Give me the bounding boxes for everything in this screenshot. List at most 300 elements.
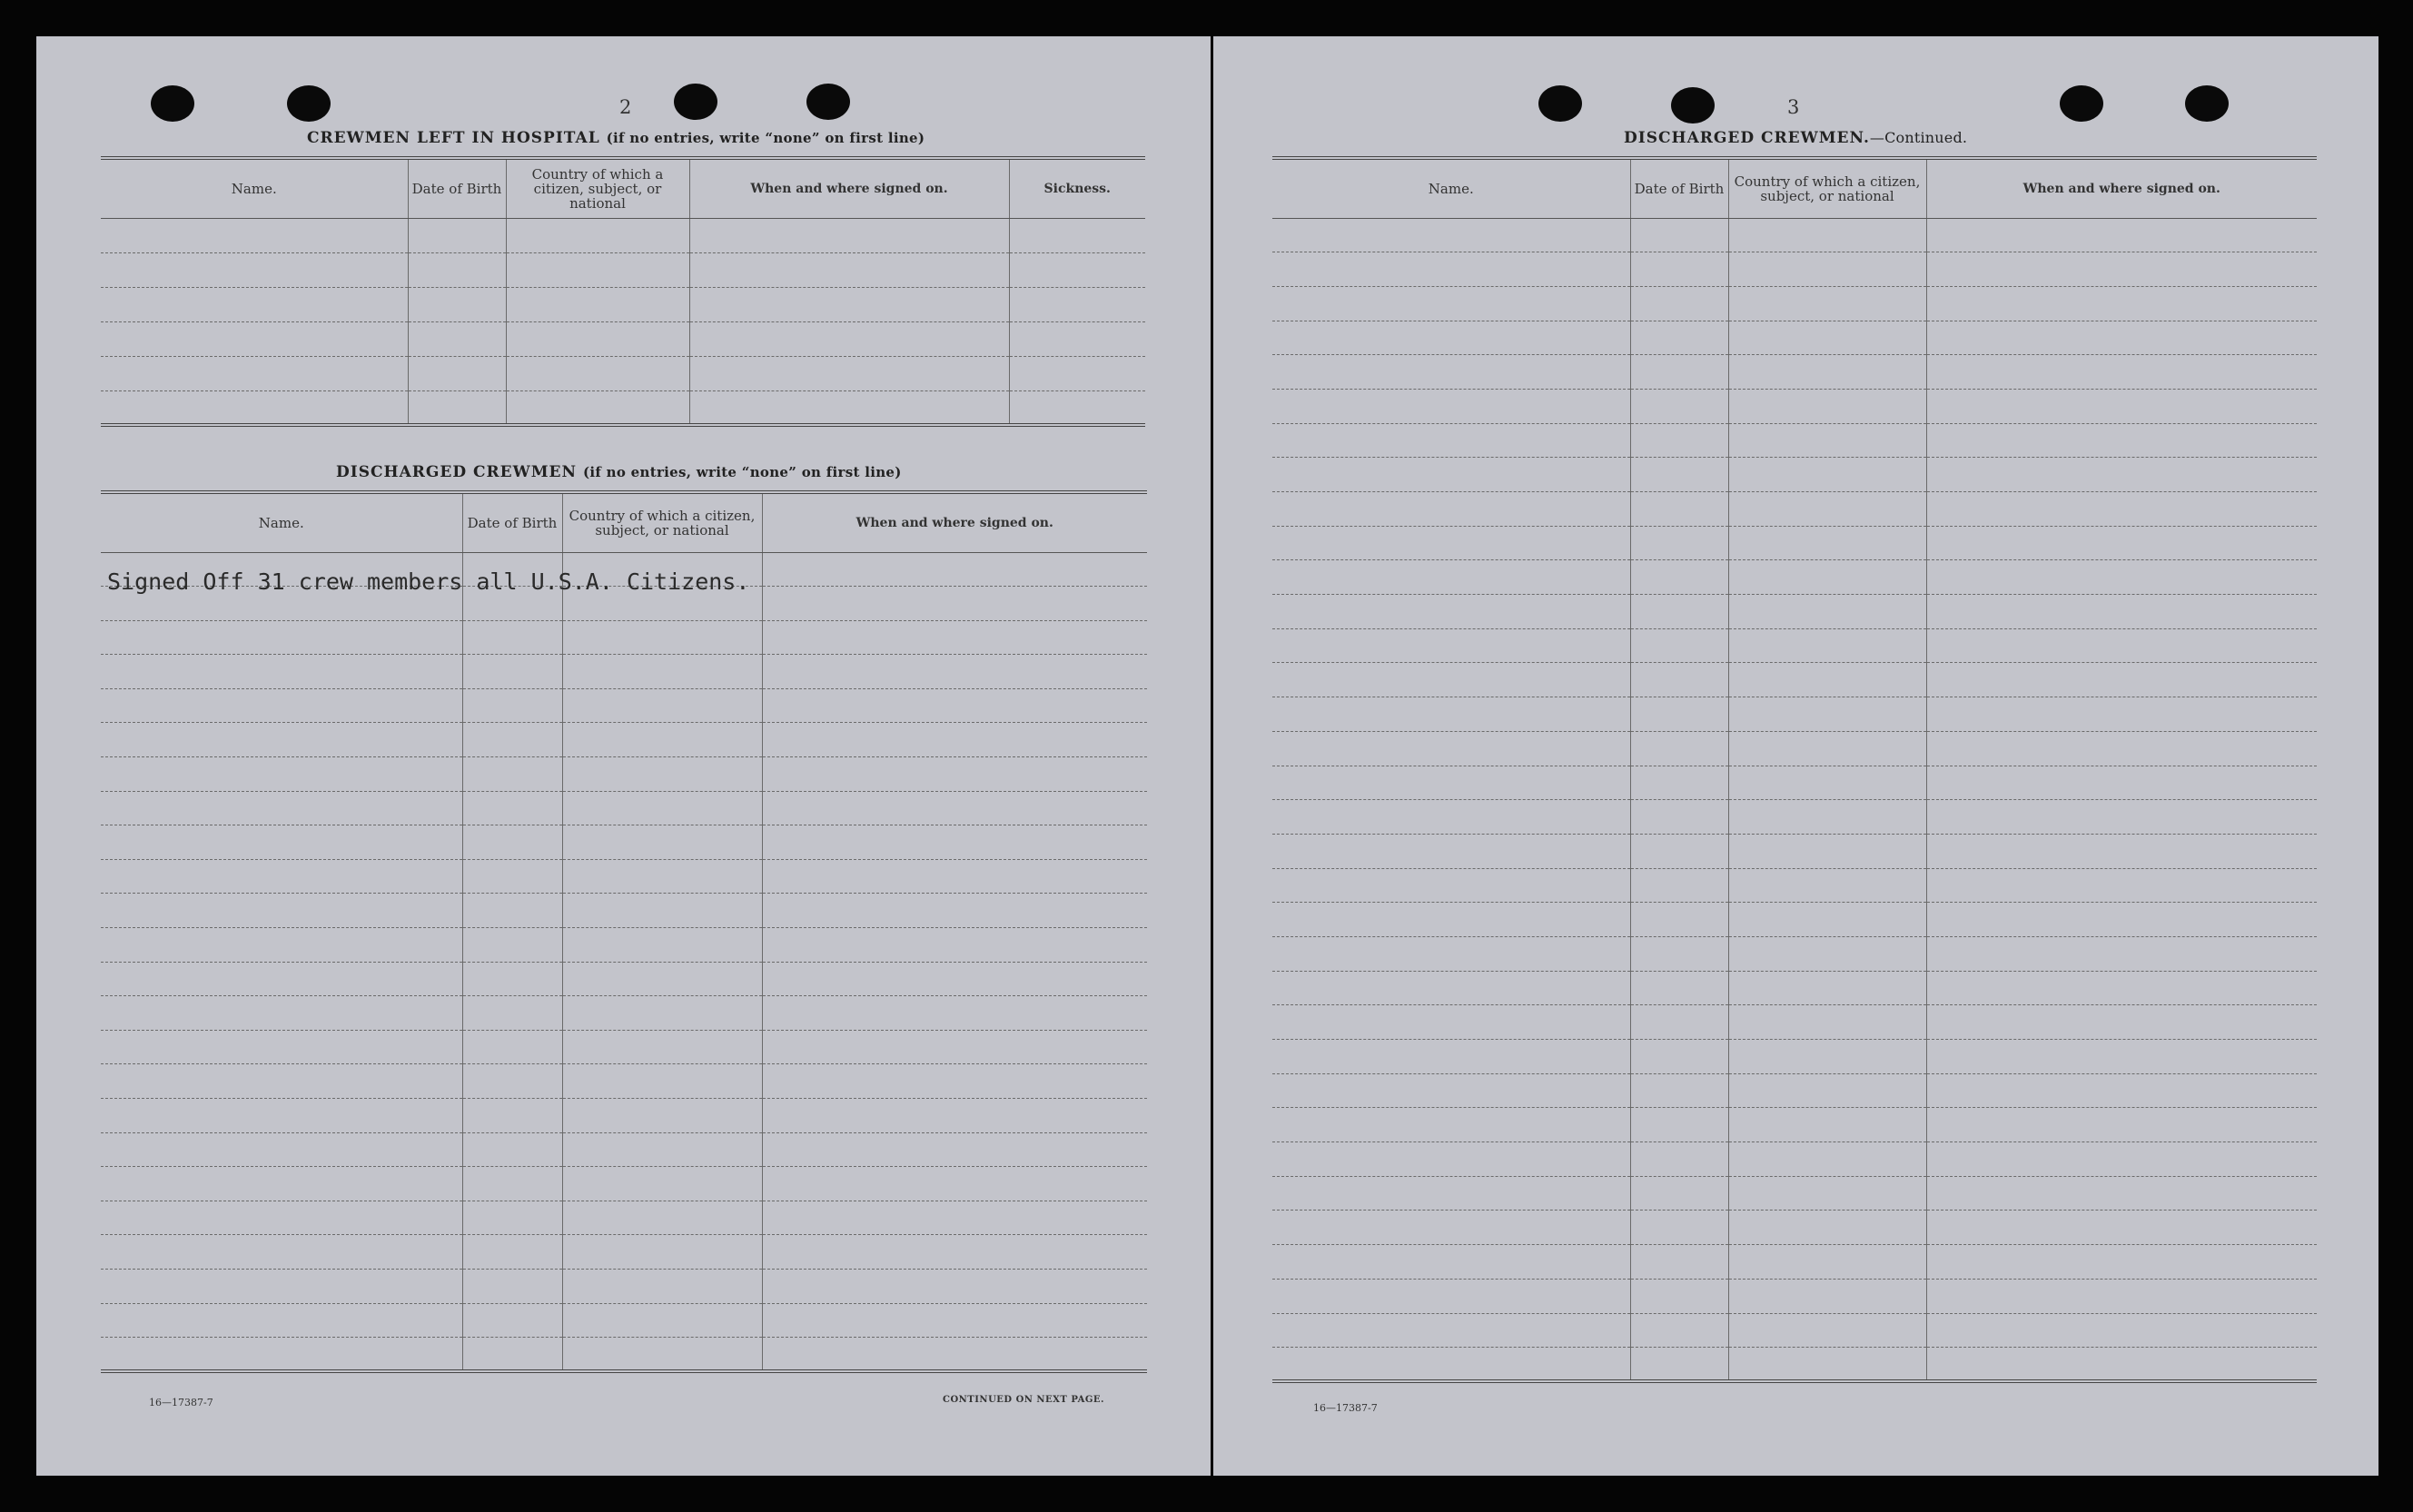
- table-cell: [689, 287, 1009, 321]
- table-cell: [1272, 355, 1630, 390]
- table-cell: [689, 321, 1009, 356]
- table-cell: [762, 1303, 1147, 1338]
- table-cell: [1926, 628, 2317, 663]
- table-cell: [101, 1235, 462, 1270]
- discharged-note: (if no entries, write “none” on first line): [582, 464, 902, 480]
- table-row: [1272, 834, 2317, 868]
- table-cell: [101, 723, 462, 757]
- col-header-name: Name.: [1272, 158, 1630, 218]
- table-cell: [762, 1099, 1147, 1133]
- table-cell: [1728, 936, 1926, 971]
- table-cell: [1272, 526, 1630, 560]
- table-row: [101, 791, 1147, 825]
- table-cell: [462, 655, 562, 689]
- table-row: [101, 620, 1147, 655]
- table-cell: [1728, 252, 1926, 287]
- table-cell: [689, 356, 1009, 390]
- table-cell: [1926, 252, 2317, 287]
- form-number: 16—17387-7: [1313, 1402, 1378, 1414]
- table-cell: [1926, 1108, 2317, 1142]
- table-cell: [1272, 1108, 1630, 1142]
- table-cell: [1630, 971, 1728, 1005]
- table-row: [101, 321, 1145, 356]
- col-header-signed-on: When and where signed on.: [689, 158, 1009, 218]
- table-cell: [562, 928, 762, 963]
- table-cell: [1728, 286, 1926, 321]
- col-header-country: Country of which a citizen, subject, or national: [506, 158, 689, 218]
- table-row: [1272, 663, 2317, 697]
- table-cell: [762, 655, 1147, 689]
- table-cell: [1630, 1211, 1728, 1245]
- table-cell: [1272, 936, 1630, 971]
- table-cell: [1272, 560, 1630, 595]
- table-cell: [1630, 286, 1728, 321]
- table-row: [101, 996, 1147, 1031]
- table-cell: [1728, 1005, 1926, 1040]
- page-number: 3: [1787, 96, 1800, 118]
- table-cell: [1630, 560, 1728, 595]
- table-cell: [462, 620, 562, 655]
- table-cell: [1926, 595, 2317, 629]
- table-cell: [1272, 903, 1630, 937]
- table-row: [101, 1201, 1147, 1235]
- table-row: [101, 218, 1145, 252]
- table-cell: [762, 1201, 1147, 1235]
- table-cell: [762, 723, 1147, 757]
- table-cell: [462, 1099, 562, 1133]
- table-cell: [762, 757, 1147, 792]
- table-cell: [1630, 1279, 1728, 1313]
- left-page: [36, 36, 1211, 1476]
- table-row: [101, 859, 1147, 894]
- table-cell: [1272, 800, 1630, 835]
- table-cell: [101, 894, 462, 928]
- table-row: [1272, 286, 2317, 321]
- table-cell: [1728, 663, 1926, 697]
- table-cell: [462, 1338, 562, 1372]
- table-cell: [1630, 1040, 1728, 1074]
- table-cell: [762, 1269, 1147, 1303]
- table-cell: [762, 791, 1147, 825]
- table-row: [1272, 1108, 2317, 1142]
- table-cell: [1728, 766, 1926, 800]
- table-cell: [462, 1064, 562, 1099]
- table-cell: [462, 1269, 562, 1303]
- table-cell: [562, 1167, 762, 1201]
- table-cell: [462, 1167, 562, 1201]
- table-cell: [1926, 218, 2317, 252]
- table-cell: [1009, 321, 1145, 356]
- table-cell: [408, 390, 506, 425]
- table-cell: [1630, 628, 1728, 663]
- table-cell: [762, 825, 1147, 860]
- table-cell: [762, 688, 1147, 723]
- table-cell: [762, 1030, 1147, 1064]
- table-cell: [1728, 731, 1926, 766]
- table-cell: [1630, 731, 1728, 766]
- table-cell: [1630, 1348, 1728, 1382]
- table-cell: [506, 218, 689, 252]
- table-cell: [1630, 903, 1728, 937]
- table-cell: [1926, 1348, 2317, 1382]
- table-cell: [101, 287, 408, 321]
- table-row: [1272, 526, 2317, 560]
- col-header-date-of-birth: Date of Birth: [1630, 158, 1728, 218]
- table-cell: [762, 1132, 1147, 1167]
- continued-suffix: —Continued.: [1869, 129, 1968, 146]
- table-row: [1272, 903, 2317, 937]
- table-cell: [1728, 1245, 1926, 1280]
- col-header-name: Name.: [101, 158, 408, 218]
- table-cell: [1272, 492, 1630, 527]
- col-header-date-of-birth: Date of Birth: [408, 158, 506, 218]
- table-cell: [1272, 868, 1630, 903]
- table-cell: [1630, 868, 1728, 903]
- hospital-section-title: [307, 129, 925, 147]
- table-cell: [1272, 1313, 1630, 1348]
- table-cell: [1272, 1073, 1630, 1108]
- table-cell: [762, 587, 1147, 621]
- table-cell: [101, 757, 462, 792]
- table-cell: [1926, 936, 2317, 971]
- col-header-country: Country of which a citizen, subject, or national: [1728, 158, 1926, 218]
- table-cell: [1728, 971, 1926, 1005]
- table-cell: [1630, 252, 1728, 287]
- table-cell: [562, 655, 762, 689]
- table-row: [1272, 971, 2317, 1005]
- table-cell: [101, 1303, 462, 1338]
- table-cell: [101, 1132, 462, 1167]
- table-cell: [1630, 423, 1728, 458]
- form-number: 16—17387-7: [149, 1397, 213, 1408]
- table-row: [1272, 731, 2317, 766]
- table-cell: [1926, 286, 2317, 321]
- table-cell: [1272, 1176, 1630, 1211]
- table-cell: [1630, 1176, 1728, 1211]
- table-cell: [1630, 1108, 1728, 1142]
- table-cell: [1630, 1073, 1728, 1108]
- table-cell: [462, 996, 562, 1031]
- table-cell: [1728, 868, 1926, 903]
- table-cell: [408, 287, 506, 321]
- table-cell: [462, 894, 562, 928]
- table-cell: [1630, 458, 1728, 492]
- table-cell: [762, 1235, 1147, 1270]
- table-cell: [1009, 218, 1145, 252]
- col-header-signed-on: When and where signed on.: [1926, 158, 2317, 218]
- table-cell: [1728, 492, 1926, 527]
- table-cell: [1630, 834, 1728, 868]
- col-header-sickness: Sickness.: [1009, 158, 1145, 218]
- table-cell: [562, 620, 762, 655]
- table-cell: [1630, 526, 1728, 560]
- table-cell: [101, 688, 462, 723]
- punch-hole: [2060, 85, 2103, 122]
- table-cell: [562, 791, 762, 825]
- table-cell: [101, 859, 462, 894]
- table-cell: [762, 996, 1147, 1031]
- table-cell: [562, 688, 762, 723]
- table-cell: [1272, 389, 1630, 423]
- table-row: [101, 688, 1147, 723]
- table-row: [1272, 218, 2317, 252]
- table-cell: [1728, 1313, 1926, 1348]
- table-cell: [689, 218, 1009, 252]
- table-cell: [101, 1167, 462, 1201]
- table-cell: [408, 252, 506, 287]
- table-cell: [1630, 1005, 1728, 1040]
- table-cell: [1272, 286, 1630, 321]
- table-row: [1272, 1040, 2317, 1074]
- table-row: [1272, 458, 2317, 492]
- table-row: [1272, 1245, 2317, 1280]
- table-cell: [1728, 1348, 1926, 1382]
- table-cell: [1926, 560, 2317, 595]
- table-row: [101, 1132, 1147, 1167]
- table-cell: [1272, 1348, 1630, 1382]
- table-cell: [1630, 1142, 1728, 1177]
- table-cell: [1926, 458, 2317, 492]
- table-cell: [462, 962, 562, 996]
- table-cell: [101, 962, 462, 996]
- table-cell: [101, 1201, 462, 1235]
- table-cell: [1728, 595, 1926, 629]
- punch-hole: [151, 85, 194, 122]
- table-row: [1272, 936, 2317, 971]
- table-cell: [1728, 321, 1926, 355]
- table-cell: [1728, 526, 1926, 560]
- table-cell: [462, 757, 562, 792]
- table-cell: [562, 825, 762, 860]
- table-cell: [562, 1201, 762, 1235]
- table-cell: [462, 723, 562, 757]
- table-cell: [562, 1303, 762, 1338]
- punch-hole: [1538, 85, 1582, 122]
- table-row: [101, 1167, 1147, 1201]
- table-cell: [562, 859, 762, 894]
- table-cell: [101, 620, 462, 655]
- table-row: [1272, 1279, 2317, 1313]
- table-row: [1272, 321, 2317, 355]
- table-cell: [1926, 766, 2317, 800]
- table-cell: [1926, 423, 2317, 458]
- table-cell: [101, 996, 462, 1031]
- table-row: [101, 1338, 1147, 1372]
- table-cell: [1926, 1073, 2317, 1108]
- punch-hole: [2185, 85, 2229, 122]
- table-cell: [1630, 1245, 1728, 1280]
- table-cell: [1630, 766, 1728, 800]
- table-cell: [1728, 355, 1926, 390]
- table-row: [1272, 1176, 2317, 1211]
- table-cell: [1272, 834, 1630, 868]
- table-row: [1272, 355, 2317, 390]
- table-cell: [1728, 628, 1926, 663]
- table-cell: [408, 321, 506, 356]
- table-cell: [689, 252, 1009, 287]
- hospital-title: CREWMEN LEFT IN HOSPITAL: [307, 129, 600, 147]
- table-row: [1272, 1348, 2317, 1382]
- discharged-table: [101, 490, 1147, 1373]
- table-cell: [462, 1303, 562, 1338]
- table-cell: [1926, 1005, 2317, 1040]
- table-cell: [101, 655, 462, 689]
- table-cell: [1728, 423, 1926, 458]
- table-cell: [1728, 1108, 1926, 1142]
- table-cell: [1728, 389, 1926, 423]
- table-cell: [1926, 1279, 2317, 1313]
- table-cell: [1630, 697, 1728, 732]
- table-cell: [1926, 355, 2317, 390]
- table-row: [1272, 1313, 2317, 1348]
- table-cell: [1272, 697, 1630, 732]
- hospital-note: (if no entries, write “none” on first line): [606, 130, 925, 146]
- table-cell: [1272, 971, 1630, 1005]
- table-cell: [562, 1235, 762, 1270]
- table-cell: [1728, 560, 1926, 595]
- table-row: [101, 928, 1147, 963]
- table-row: [101, 390, 1145, 425]
- table-row: [101, 1099, 1147, 1133]
- table-cell: [462, 1030, 562, 1064]
- table-row: [1272, 423, 2317, 458]
- table-cell: [562, 1099, 762, 1133]
- table-cell: [1630, 595, 1728, 629]
- table-cell: [762, 894, 1147, 928]
- table-cell: [1926, 1245, 2317, 1280]
- table-cell: [1272, 1005, 1630, 1040]
- table-cell: [762, 1064, 1147, 1099]
- table-row: [101, 723, 1147, 757]
- table-row: [1272, 1073, 2317, 1108]
- table-cell: [562, 962, 762, 996]
- table-cell: [1009, 390, 1145, 425]
- table-cell: [101, 321, 408, 356]
- table-row: [101, 655, 1147, 689]
- table-row: [1272, 868, 2317, 903]
- table-row: [1272, 252, 2317, 287]
- table-cell: [1926, 492, 2317, 527]
- col-header-date-of-birth: Date of Birth: [462, 492, 562, 552]
- table-row: [1272, 1211, 2317, 1245]
- discharged-title: DISCHARGED CREWMEN: [336, 463, 578, 481]
- table-cell: [101, 356, 408, 390]
- table-cell: [1728, 697, 1926, 732]
- table-cell: [1926, 1176, 2317, 1211]
- table-cell: [562, 894, 762, 928]
- typed-entry: Signed Off 31 crew members all U.S.A. Citizens.: [107, 568, 750, 595]
- table-row: [1272, 1142, 2317, 1177]
- table-row: [101, 894, 1147, 928]
- table-cell: [562, 1064, 762, 1099]
- table-cell: [462, 859, 562, 894]
- table-cell: [1630, 389, 1728, 423]
- table-cell: [101, 218, 408, 252]
- table-row: [101, 1235, 1147, 1270]
- table-cell: [1630, 663, 1728, 697]
- table-cell: [1272, 252, 1630, 287]
- table-cell: [1272, 628, 1630, 663]
- table-cell: [1926, 868, 2317, 903]
- table-cell: [462, 1201, 562, 1235]
- table-cell: [1926, 663, 2317, 697]
- table-row: [101, 962, 1147, 996]
- table-cell: [1630, 936, 1728, 971]
- punch-hole: [806, 84, 850, 120]
- table-cell: [101, 1064, 462, 1099]
- table-row: [1272, 1005, 2317, 1040]
- table-cell: [101, 252, 408, 287]
- table-cell: [462, 825, 562, 860]
- punch-hole: [1671, 87, 1715, 124]
- table-cell: [462, 688, 562, 723]
- table-row: [101, 825, 1147, 860]
- table-cell: [1009, 252, 1145, 287]
- table-cell: [1630, 1313, 1728, 1348]
- table-cell: [1728, 800, 1926, 835]
- table-cell: [1926, 1040, 2317, 1074]
- hospital-table: [101, 156, 1145, 427]
- table-cell: [562, 1269, 762, 1303]
- table-cell: [506, 356, 689, 390]
- table-row: [1272, 697, 2317, 732]
- table-row: [101, 1064, 1147, 1099]
- table-cell: [1272, 766, 1630, 800]
- col-header-country: Country of which a citizen, subject, or national: [562, 492, 762, 552]
- table-cell: [1728, 1142, 1926, 1177]
- discharged-continued-table: [1272, 156, 2317, 1383]
- table-cell: [1630, 321, 1728, 355]
- table-cell: [1728, 903, 1926, 937]
- table-cell: [101, 1338, 462, 1372]
- table-row: [1272, 389, 2317, 423]
- table-cell: [1272, 458, 1630, 492]
- table-row: [1272, 560, 2317, 595]
- discharged-section-title: [336, 463, 902, 481]
- right-page: [1213, 36, 2378, 1476]
- table-cell: [101, 1269, 462, 1303]
- table-cell: [562, 1132, 762, 1167]
- table-cell: [1009, 356, 1145, 390]
- table-cell: [562, 723, 762, 757]
- table-cell: [1926, 526, 2317, 560]
- table-row: [101, 356, 1145, 390]
- table-cell: [1926, 697, 2317, 732]
- table-cell: [1630, 355, 1728, 390]
- table-cell: [1926, 321, 2317, 355]
- table-cell: [1728, 218, 1926, 252]
- table-cell: [1926, 834, 2317, 868]
- table-cell: [1272, 1040, 1630, 1074]
- table-cell: [1926, 1211, 2317, 1245]
- table-cell: [1728, 1176, 1926, 1211]
- table-cell: [506, 321, 689, 356]
- table-cell: [1009, 287, 1145, 321]
- continued-note: CONTINUED ON NEXT PAGE.: [943, 1395, 1105, 1405]
- discharged-title: DISCHARGED CREWMEN.: [1624, 129, 1870, 147]
- table-cell: [101, 390, 408, 425]
- table-cell: [1272, 1142, 1630, 1177]
- col-header-signed-on: When and where signed on.: [762, 492, 1147, 552]
- table-cell: [1272, 731, 1630, 766]
- page-number: 2: [619, 96, 632, 118]
- table-cell: [1272, 218, 1630, 252]
- table-cell: [1926, 800, 2317, 835]
- table-cell: [101, 791, 462, 825]
- table-cell: [506, 390, 689, 425]
- table-cell: [562, 996, 762, 1031]
- discharged-continued-title: [1624, 129, 1967, 147]
